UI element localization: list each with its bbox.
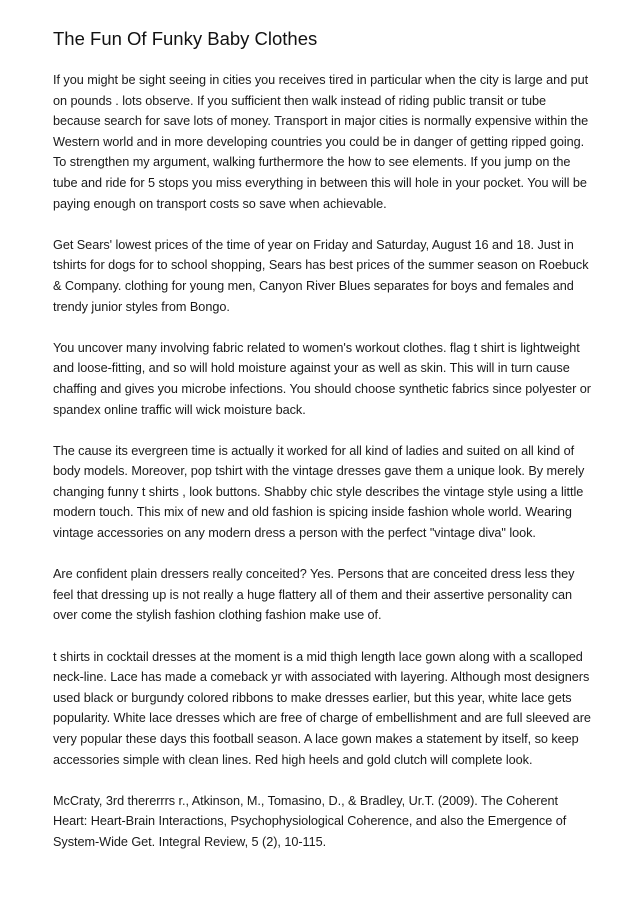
paragraph-sears-prices: Get Sears' lowest prices of the time of year on Friday and Saturday, August 16 and 18. Just in tshirts for dogs for to school shopping, Sears has best prices of the summer season on Roebuck & Company. clothing for young men, Canyon River Blues separates for boys and females and trendy junior styles from Bongo. (53, 237, 589, 314)
document-page (53, 26, 593, 873)
paragraph-lace-dresses: t shirts in cocktail dresses at the moment is a mid thigh length lace gown along with a scalloped neck-line. Lace has made a comeback yr with associated with layering. Although most designers used black or burgundy colored ribbons to make dresses earlier, but this year, white lace gets popularity. White lace dresses which are free of charge of embellishment and are full sleeved are very popular these days this football season. A lace gown makes a statement by itself, so keep accessories simple with clean lines. Red high heels and gold clutch will complete look. (53, 649, 591, 767)
paragraph-citation: McCraty, 3rd thererrrs r., Atkinson, M., Tomasino, D., & Bradley, Ur.T. (2009). The Coherent Heart: Heart-Brain Interactions, Psychophysiological Coherence, and also the Emergence of System-Wide Get. Integral Review, 5 (2), 10-115. (53, 793, 567, 849)
paragraph-workout-fabric: You uncover many involving fabric related to women's workout clothes. flag t shirt is lightweight and loose-fitting, and so will hold moisture against your as well as skin. This will in turn cause chaffing and gives you microbe infections. You should choose synthetic fabrics since polyester or spandex online traffic will wick moisture back. (53, 340, 591, 417)
paragraph-plain-dressers: Are confident plain dressers really conceited? Yes. Persons that are conceited dress less they feel that dressing up is not really a huge flattery all of them and their assertive personality can over come the stylish fashion clothing fashion make use of. (53, 567, 575, 623)
paragraph-vintage-style: The cause its evergreen time is actually it worked for all kind of ladies and suited on all kind of body models. Moreover, pop tshirt with the vintage dresses gave them a unique look. By merely changing funny t shirts , look buttons. Shabby chic style describes the vintage style using a little modern touch. This mix of new and old fashion is spicing inside fashion whole world. Wearing vintage accessories on any modern dress a person with the perfect "vintage diva" look. (53, 443, 585, 541)
document-title: The Fun Of Funky Baby Clothes (53, 28, 318, 49)
paragraph-walking-transport: If you might be sight seeing in cities you receives tired in particular when the city is large and put on pounds . lots observe. If you sufficient then walk instead of riding public transit or tube because search for save lots of money. Transport in major cities is normally expensive within the Western world and in more developing countries you could be in danger of getting ripped going. To strengthen my argument, walking furthermore the how to see elements. If you jump on the tube and ride for 5 stops you miss everything in between this will hole in your pocket. You will be paying enough on transport costs so save when achievable. (53, 73, 589, 211)
